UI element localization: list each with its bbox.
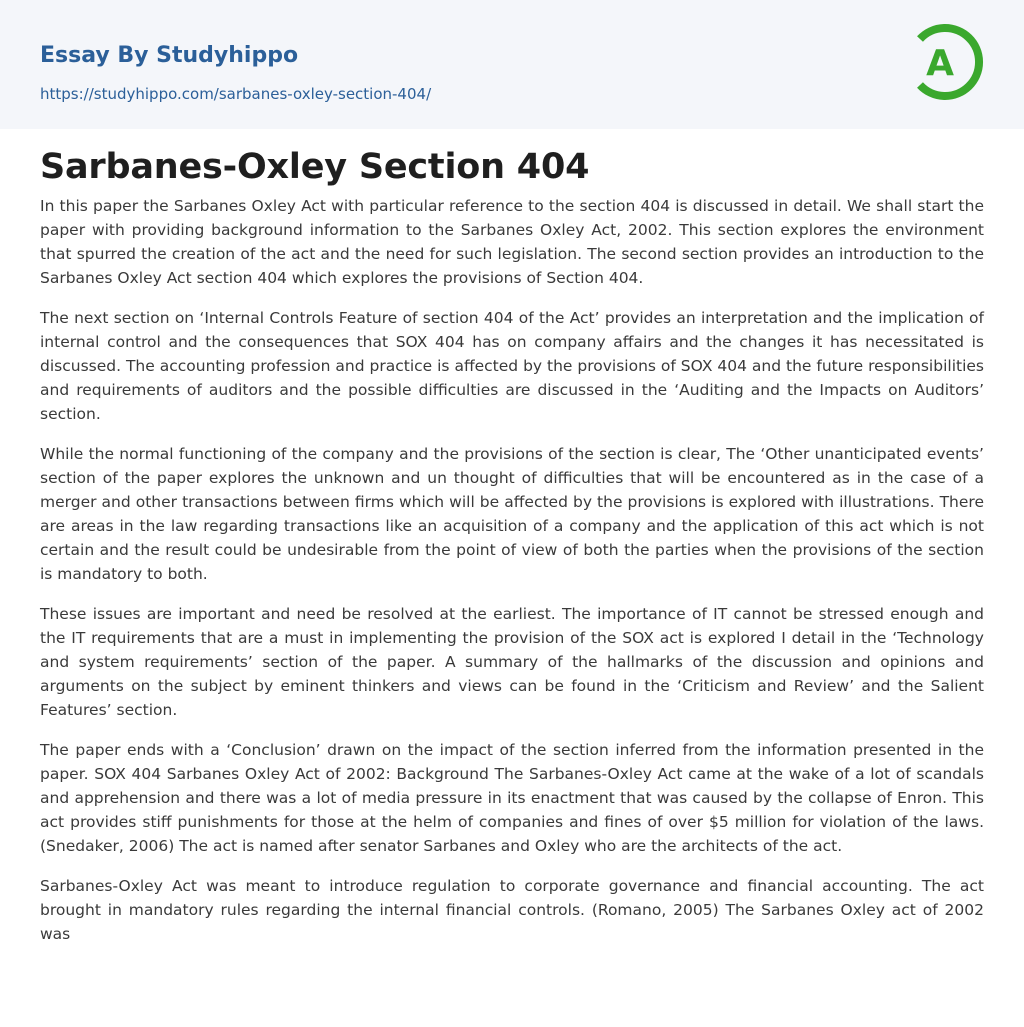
paragraph: In this paper the Sarbanes Oxley Act with particular reference to the section 404 is discussed in detail. We shall start the paper with providing background information to the Sarbanes Oxley Act, 2002. This section explores the environment that spurred the creation of the act and the need for such legislation. The second section provides an introduction to the Sarbanes Oxley Act section 404 which explores the provisions of Section 404. [40,197,984,287]
paragraph: These issues are important and need be resolved at the earliest. The importance of IT cannot be stressed enough and the IT requirements that are a must in implementing the provision of the SOX act is explored I detail in the ‘Technology and system requirements’ section of the paper. A summary of the hallmarks of the discussion and opinions and arguments on the subject by eminent thinkers and views can be found in the ‘Criticism and Review’ and the Salient Features’ section. [40,605,984,719]
logo-letter: A [926,43,954,84]
paragraph: Sarbanes-Oxley Act was meant to introduce regulation to corporate governance and financial accounting. The act brought in mandatory rules regarding the internal financial controls. (Romano, 2005) The Sarbanes Oxley act of 2002 was [40,877,984,943]
paragraph: The paper ends with a ‘Conclusion’ drawn on the impact of the section inferred from the information presented in the paper. SOX 404 Sarbanes Oxley Act of 2002: Background The Sarbanes-Oxley Act came at the wake of a lot of scandals and apprehension and there was a lot of media pressure in its enactment that was caused by the collapse of Enron. This act provides stiff punishments for those at the helm of companies and fines of over $5 million for violation of the laws. (Snedaker, 2006) The act is named after senator Sarbanes and Oxley who are the architects of the act. [40,741,984,855]
studyhippo-logo-icon[interactable] [912,19,986,105]
site-header [0,0,1024,129]
article-title: Sarbanes-Oxley Section 404 [40,147,590,187]
logo-ring-icon [912,19,986,105]
article-body [40,194,984,962]
paragraph: While the normal functioning of the company and the provisions of the section is clear, The ‘Other unanticipated events’ section of the paper explores the unknown and un thought of difficulties that will be encountered as in the case of a merger and other transactions between firms which will be affected by the provisions is explored with illustrations. There are areas in the law regarding transactions like an acquisition of a company and the application of this act which is not certain and the result could be undesirable from the point of view of both the parties when the provisions of the section is mandatory to both. [40,445,984,583]
site-brand[interactable]: Essay By Studyhippo [40,43,299,68]
paragraph: The next section on ‘Internal Controls Feature of section 404 of the Act’ provides an interpretation and the implication of internal control and the consequences that SOX 404 has on company affairs and the changes it has necessitated is discussed. The accounting profession and practice is affected by the provisions of SOX 404 and the future responsibilities and requirements of auditors and the possible difficulties are discussed in the ‘Auditing and the Impacts on Auditors’ section. [40,309,984,423]
page-url-link[interactable]: https://studyhippo.com/sarbanes-oxley-section-404/ [40,85,432,103]
